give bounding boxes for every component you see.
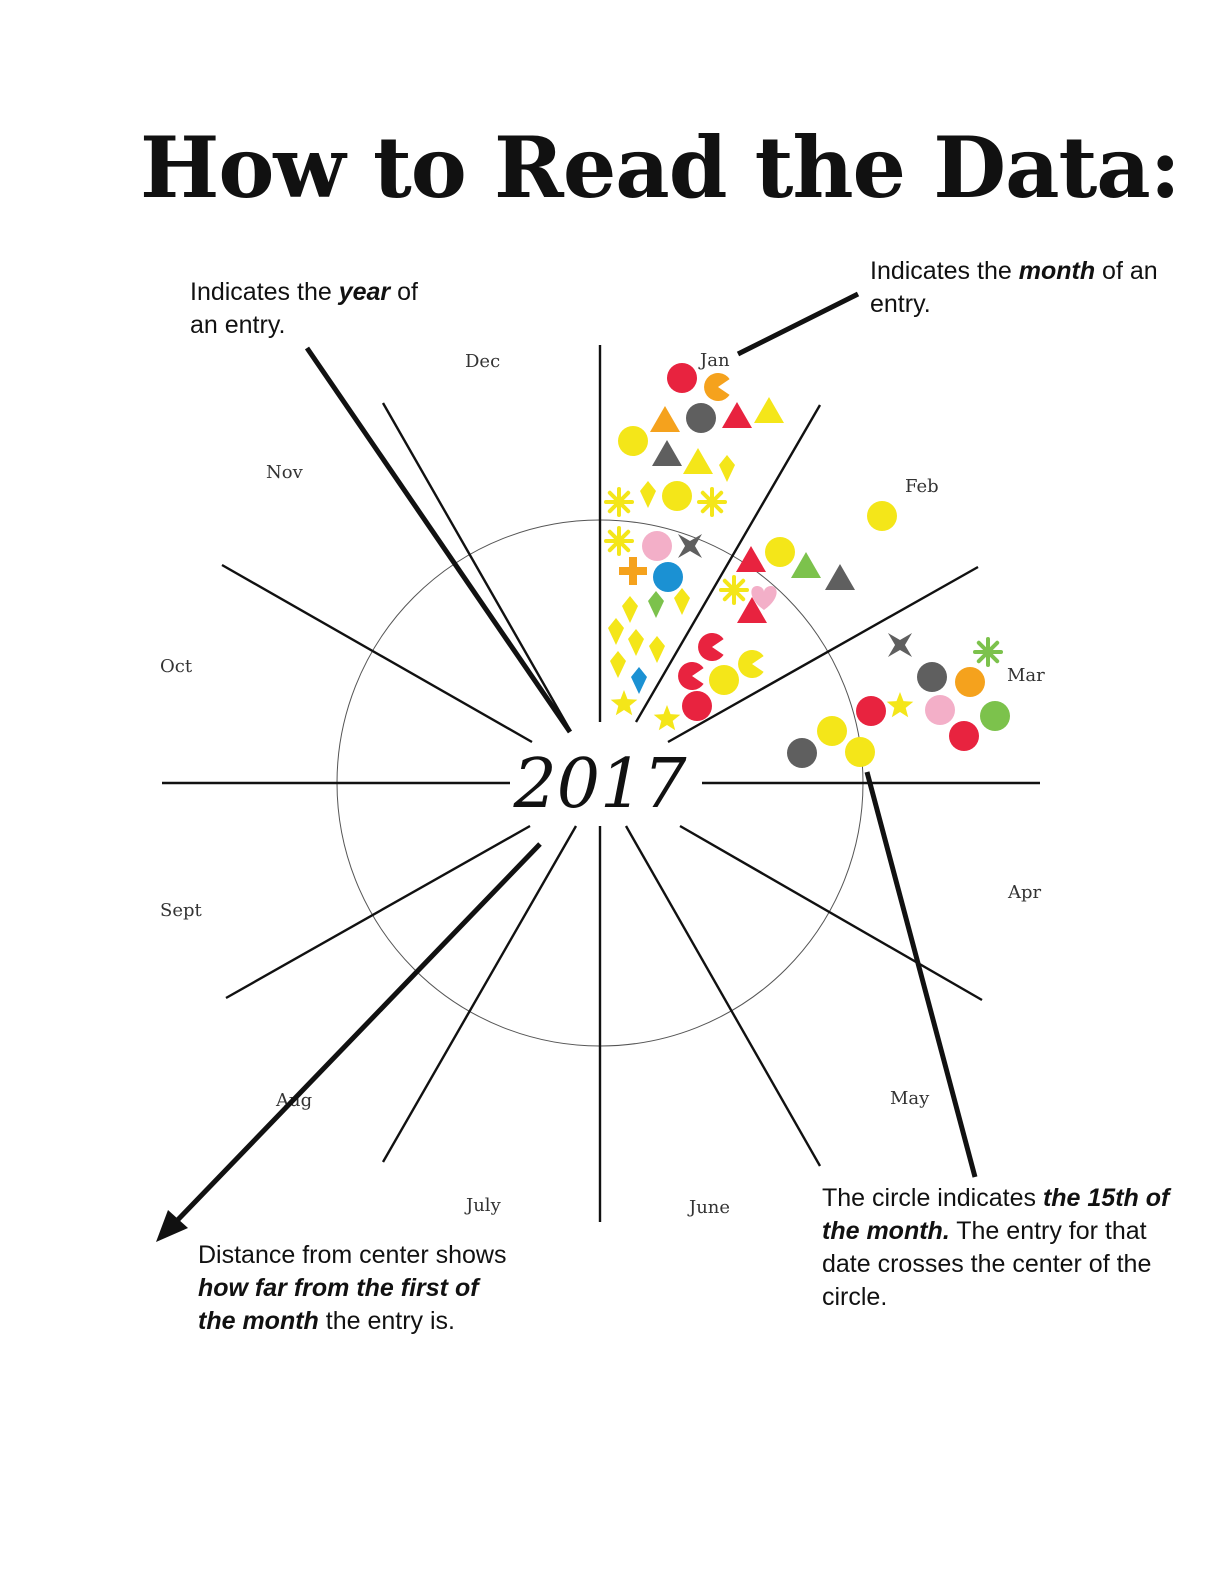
year-note-em: year	[338, 278, 391, 306]
entry-jan-circle-1	[667, 363, 697, 393]
entry-jan-circle-4	[686, 403, 716, 433]
circle-note	[822, 1182, 1202, 1314]
month-label-feb: Feb	[905, 476, 939, 497]
entry-jan-diamond-23	[608, 618, 624, 645]
entry-jan-diamond-25	[649, 636, 665, 663]
year-label: 2017	[513, 745, 687, 824]
entry-mar-circle-45	[917, 662, 947, 692]
distance-note-post: the entry is.	[318, 1307, 455, 1335]
month-label-jan: Jan	[700, 350, 730, 371]
entry-feb-circle-42	[682, 691, 712, 721]
entry-jan-circle-13	[662, 481, 692, 511]
month-label-mar: Mar	[1007, 665, 1045, 686]
spoke-oct-nov	[222, 565, 532, 742]
month-label-july: July	[466, 1195, 501, 1216]
entry-jan-triangle-5	[722, 402, 752, 428]
year-note	[190, 276, 450, 342]
entry-mar-asterisk-44	[975, 639, 1001, 665]
month-note	[870, 255, 1160, 321]
entry-mar-circle-46	[955, 667, 985, 697]
entry-jan-circle-16	[642, 531, 672, 561]
entry-feb-circle-40	[709, 665, 739, 695]
month-label-nov: Nov	[266, 462, 303, 483]
entry-jan-diamond-10	[719, 455, 735, 482]
entry-mar-star-48	[887, 692, 914, 717]
month-label-oct: Oct	[160, 656, 193, 677]
entry-feb-circle-30	[867, 501, 897, 531]
entry-jan-diamond-21	[648, 591, 664, 618]
month-pointer-line	[738, 294, 858, 354]
circle-note-em: the 15th of the month.	[822, 1184, 1170, 1245]
entry-mar-circle-54	[845, 737, 875, 767]
entry-jan-asterisk-15	[606, 528, 632, 554]
entry-mar-circle-53	[787, 738, 817, 768]
month-label-sept: Sept	[160, 900, 202, 921]
circle-note-post: The entry for that date crosses the center of the circle.	[822, 1217, 1152, 1311]
entry-jan-triangle-9	[683, 448, 713, 474]
distance-note-pre: Distance from center shows	[198, 1241, 507, 1269]
month-label-may: May	[890, 1088, 930, 1109]
month-note-em: month	[1018, 257, 1096, 285]
entry-feb-triangle-31	[736, 546, 766, 572]
entry-jan-diamond-12	[640, 481, 656, 508]
month-label-apr: Apr	[1008, 882, 1042, 903]
entry-jan-triangle-8	[652, 440, 682, 466]
entry-jan-sparkle-17	[666, 522, 714, 570]
entry-feb-pacman-38	[698, 633, 724, 661]
entry-jan-asterisk-11	[606, 489, 632, 515]
month-note-pre: Indicates the	[870, 257, 1019, 285]
year-note-pre: Indicates the	[190, 278, 339, 306]
entry-jan-diamond-27	[610, 651, 626, 678]
year-pointer-line	[307, 348, 570, 732]
entry-feb-pacman-41	[738, 650, 764, 678]
month-label-dec: Dec	[465, 351, 501, 372]
spoke-apr-may	[680, 826, 982, 1000]
entry-jan-triangle-6	[754, 397, 784, 423]
entry-feb-triangle-34	[825, 564, 855, 590]
entry-jan-diamond-22	[674, 588, 690, 615]
entry-feb-triangle-33	[791, 552, 821, 578]
month-label-aug: Aug	[276, 1090, 313, 1111]
spoke-may-june	[626, 826, 820, 1166]
spoke-aug-sept	[226, 826, 530, 998]
entry-jan-asterisk-14	[699, 489, 725, 515]
circle-note-pre: The circle indicates	[822, 1184, 1043, 1212]
entry-jan-diamond-26	[631, 667, 647, 694]
entry-jan-diamond-24	[628, 629, 644, 656]
spoke-july-aug	[383, 826, 576, 1162]
entry-feb-circle-32	[765, 537, 795, 567]
spoke-nov-dec	[383, 403, 570, 730]
entry-feb-pacman-39	[678, 662, 704, 690]
entry-mar-circle-51	[817, 716, 847, 746]
distance-note	[198, 1239, 518, 1338]
entry-feb-star-29	[654, 705, 681, 730]
entry-jan-triangle-3	[650, 406, 680, 432]
entry-feb-asterisk-35	[721, 577, 747, 603]
entry-jan-pacman-2	[704, 373, 730, 401]
entry-mar-circle-50	[980, 701, 1010, 731]
entry-mar-sparkle-43	[876, 621, 924, 669]
entry-mar-circle-52	[949, 721, 979, 751]
distance-note-em: how far from the first of the month	[198, 1274, 479, 1335]
month-note-post: of an entry.	[870, 257, 1158, 318]
page-title: How to Read the Data:	[140, 118, 1180, 217]
entry-jan-cross-18	[619, 557, 647, 585]
entry-jan-circle-7	[618, 426, 648, 456]
entry-mar-circle-49	[925, 695, 955, 725]
entry-jan-star-28	[611, 690, 638, 715]
entry-mar-circle-47	[856, 696, 886, 726]
circle-pointer-line	[867, 772, 975, 1177]
entry-jan-circle-19	[653, 562, 683, 592]
distance-pointer-line	[168, 844, 540, 1230]
month-label-june: June	[689, 1197, 731, 1218]
year-note-post: of an entry.	[190, 278, 418, 339]
entry-jan-diamond-20	[622, 596, 638, 623]
